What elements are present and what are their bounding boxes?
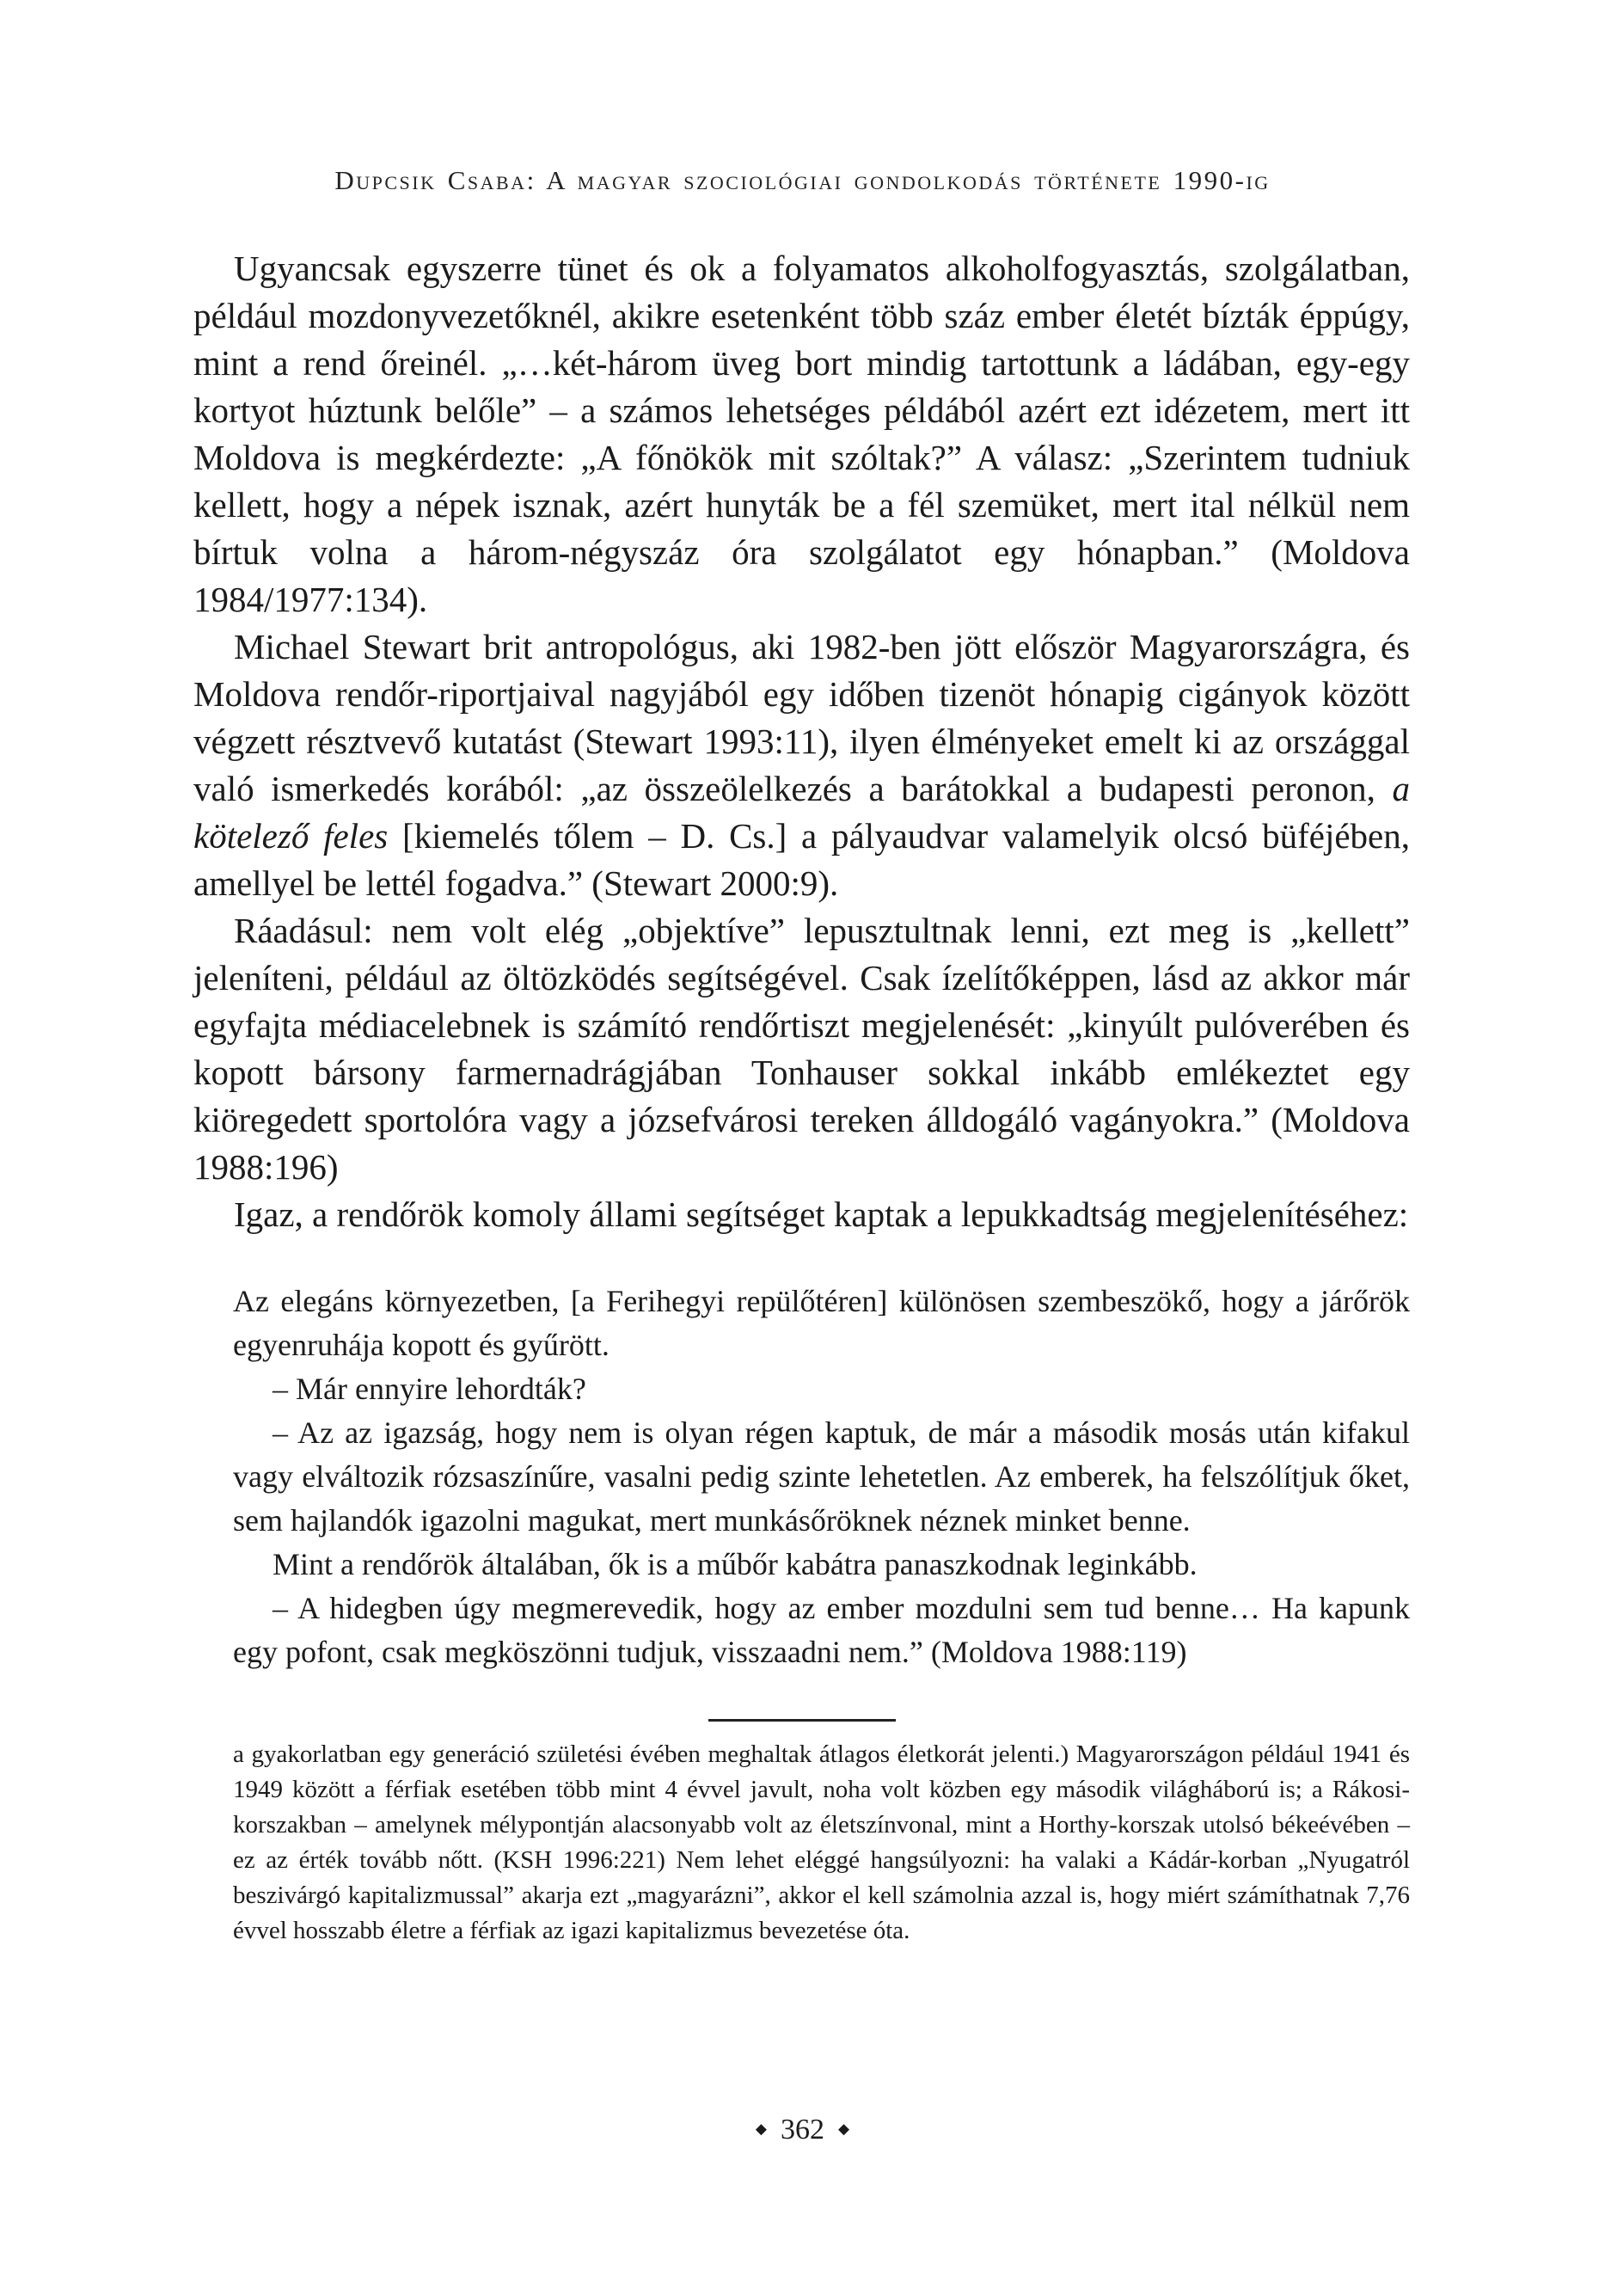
- quote-paragraph-4: Mint a rendőrök általában, ők is a műbőr kabátra panaszkodnak leginkább.: [273, 1547, 1198, 1581]
- page-number-value: 362: [781, 2114, 824, 2146]
- footnote-continuation-text: a gyakorlatban egy generáció születési évében meghaltak átlagos életkorát jelenti.) Magyarországon például 1941 és 1949 között a férfiak esetében több mint 4 évvel javult, noha volt közben egy második világháború is; a Rákosi-korszakban – amelynek mélypontján alacsonyabb volt az életszínvonal, mint a Horthy-korszak utolsó békeévében – ez az érték tovább nőtt. (KSH 1996:221) Nem lehet eléggé hangsúlyozni: ha valaki a Kádár-korban „Nyugatról beszivárgó kapitalizmussal” akarja ezt „magyarázni”, akkor el kell számolnia azzal is, hogy miért számíthatnak 7,76 évvel hosszabb életre a férfiak az igazi kapitalizmus bevezetése óta.: [233, 1740, 1410, 1944]
- block-quote: [193, 1280, 1410, 1674]
- page-number: [0, 2114, 1605, 2146]
- body-paragraph-2-emphasis: a kötelező feles: [193, 769, 1410, 856]
- quote-paragraph-3: – Az az igazság, hogy nem is olyan régen kaptuk, de már a második mosás után kifakul vagy elváltozik rózsaszínűre, vasalni pedig szinte lehetetlen. Az emberek, ha felszólítjuk őket, sem hajlandók igazolni magukat, mert munkásőröknek néznek minket benne.: [233, 1415, 1410, 1538]
- quote-paragraph-1: Az elegáns környezetben, [a Ferihegyi repülőtéren] különösen szembeszökő, hogy a járőrök egyenruhája kopott és gyűrött.: [233, 1284, 1410, 1362]
- text-column: [193, 245, 1410, 1949]
- body-paragraph-4: Igaz, a rendőrök komoly állami segítséget kaptak a lepukkadtság megjelenítéséhez:: [234, 1194, 1409, 1234]
- quote-paragraph-5: – A hidegben úgy megmerevedik, hogy az ember mozdulni sem tud benne… Ha kapunk egy pofont, csak megköszönni tudjuk, visszaadni nem.” (Moldova 1988:119): [233, 1591, 1410, 1669]
- body-paragraph-2-text: Michael Stewart brit antropológus, aki 1982-ben jött először Magyarországra, és Moldova rendőr-riportjaival nagyjából egy időben tizenöt hónapig cigányok között végzett résztvevő kutatást (Stewart 1993:11), ilyen élményeket emelt ki az országgal való ismerkedés korából: „az összeölelkezés a barátokkal a budapesti peronon,: [193, 627, 1410, 808]
- diamond-bullet-icon: ◆: [755, 2121, 767, 2137]
- body-paragraph-2-text-continued: [kiemelés tőlem – D. Cs.] a pályaudvar valamelyik olcsó büféjében, amellyel be lettél fogadva.” (Stewart 2000:9).: [193, 816, 1410, 903]
- body-paragraph-3: Ráadásul: nem volt elég „objektíve” lepusztultnak lenni, ezt meg is „kellett” jeleníteni, például az öltözködés segítségével. Csak ízelítőképpen, lásd az akkor már egyfajta médiacelebnek is számító rendőrtiszt megjelenését: „kinyúlt pulóverében és kopott bársony farmernadrágjában Tonhauser sokkal inkább emlékeztet egy kiöregedett sportolóra vagy a józsefvárosi tereken álldogáló vagányokra.” (Moldova 1988:196): [193, 911, 1410, 1187]
- footnote-separator-rule: [708, 1719, 896, 1722]
- diamond-bullet-icon: ◆: [838, 2121, 850, 2137]
- body-paragraph-1: Ugyancsak egyszerre tünet és ok a folyamatos alkoholfogyasztás, szolgálatban, például mozdonyvezetőknél, akikre esetenként több száz ember életét bízták éppúgy, mint a rend őreinél. „…két-három üveg bort mindig tartottunk a ládában, egy-egy kortyot húztunk belőle” – a számos lehetséges példából azért ezt idézetem, mert itt Moldova is megkérdezte: „A főnökök mit szóltak?” A válasz: „Szerintem tudniuk kellett, hogy a népek isznak, azért hunyták be a fél szemüket, mert ital nélkül nem bírtuk volna a három-négyszáz óra szolgálatot egy hónapban.” (Moldova 1984/1977:134).: [193, 249, 1410, 619]
- footnote-block: [193, 1737, 1410, 1949]
- running-header-title: Dupcsik Csaba: A magyar szociológiai gondolkodás története 1990-ig: [334, 165, 1271, 195]
- body-paragraph-2: [193, 623, 1410, 907]
- quote-paragraph-2: – Már ennyire lehordták?: [273, 1372, 586, 1406]
